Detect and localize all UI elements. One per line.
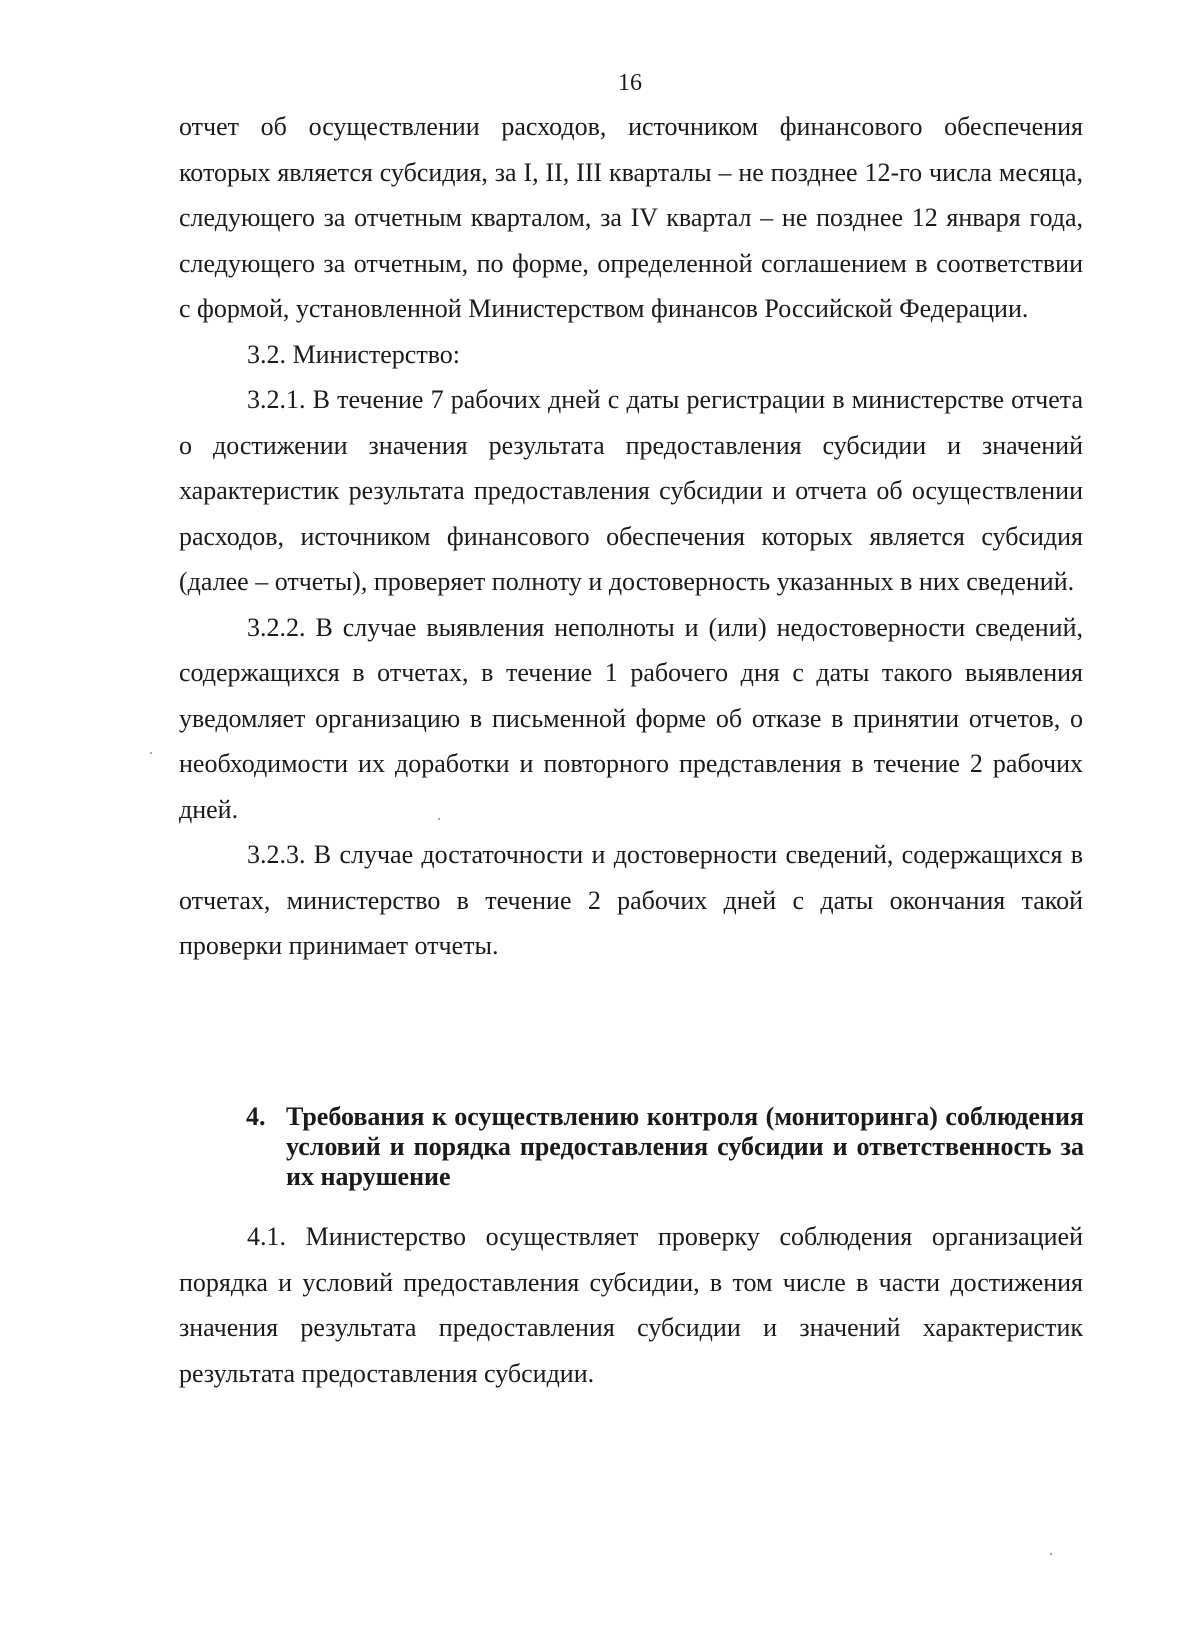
scan-speck [438, 818, 440, 820]
paragraph-3-2: 3.2. Министерство: [247, 339, 461, 369]
section-4-title: Требования к осуществлению контроля (мониторинга) соблюдения условий и порядка предоставления субсидии и ответственность за их нарушение [286, 1102, 1084, 1191]
paragraph-3-2-3: 3.2.3. В случае достаточности и достоверности сведений, содержащихся в отчетах, министерство в течение 2 рабочих дней с даты окончания такой проверки принимает отчеты. [179, 840, 1083, 960]
paragraph-3-2-2: 3.2.2. В случае выявления неполноты и (или) недостоверности сведений, содержащихся в отчетах, в течение 1 рабочего дня с даты такого выявления уведомляет организацию в письменной форме об отказе в принятии отчетов, о необходимости их доработки и повторного представления в течение 2 рабочих дней. [179, 612, 1083, 824]
section-4-number: 4. [246, 1102, 266, 1131]
scan-speck [150, 752, 152, 754]
section-4-heading [246, 1102, 1084, 1192]
paragraph-4-1: 4.1. Министерство осуществляет проверку соблюдения организацией порядка и условий предоставления субсидии, в том числе в части достижения значения результата предоставления субсидии и значений характеристик результата предоставления субсидии. [179, 1222, 1083, 1388]
paragraph-3-2-1: 3.2.1. В течение 7 рабочих дней с даты регистрации в министерстве отчета о достижении значения результата предоставления субсидии и значений характеристик результата предоставления субсидии и отчета об осуществлении расходов, источником финансового обеспечения которых является субсидия (далее – отчеты), проверяет полноту и достоверность указанных в них сведений. [179, 385, 1083, 596]
scan-speck [1050, 1553, 1052, 1555]
paragraph-continuation: отчет об осуществлении расходов, источником финансового обеспечения которых является субсидия, за I, II, III кварталы – не позднее 12-го числа месяца, следующего за отчетным кварталом, за IV квартал – не позднее 12 января года, следующего за отчетным, по форме, определенной соглашением в соответствии с формой, установленной Министерством финансов Российской Федерации. [179, 112, 1083, 323]
body-text-block-2 [179, 1214, 1083, 1396]
page-number: 16 [618, 70, 642, 96]
body-text-block-1 [179, 104, 1083, 969]
